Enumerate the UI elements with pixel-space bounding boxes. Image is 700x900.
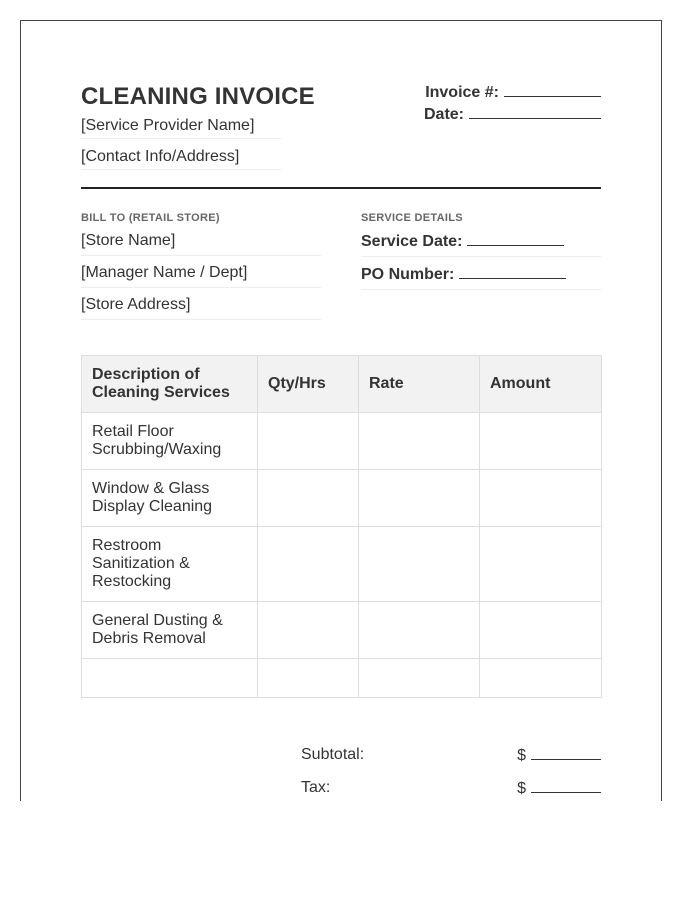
invoice-number-row — [424, 82, 601, 104]
tax-row — [301, 778, 601, 801]
invoice-header — [81, 81, 601, 189]
subtotal-row — [301, 745, 601, 778]
qty-cell[interactable] — [258, 413, 359, 470]
tax-label: Tax: — [301, 779, 331, 796]
service-details-heading: SERVICE DETAILS — [361, 212, 463, 224]
subtotal-label: Subtotal: — [301, 746, 365, 763]
table-row — [82, 527, 602, 602]
table-row — [82, 602, 602, 659]
amount-cell[interactable] — [480, 527, 602, 602]
subtotal-input[interactable] — [531, 745, 601, 760]
tax-input[interactable] — [531, 778, 601, 793]
totals-section — [301, 745, 601, 801]
amount-cell[interactable] — [480, 413, 602, 470]
amount-cell[interactable] — [480, 659, 602, 698]
po-number-row — [361, 264, 601, 290]
qty-cell[interactable] — [258, 602, 359, 659]
tax-currency: $ — [517, 780, 526, 797]
contact-info-field[interactable]: [Contact Info/Address] — [81, 147, 281, 170]
invoice-number-input[interactable] — [504, 82, 601, 97]
invoice-sheet — [20, 20, 662, 801]
invoice-title: CLEANING INVOICE — [81, 83, 315, 110]
bill-to-heading: BILL TO (RETAIL STORE) — [81, 212, 220, 224]
description-cell[interactable]: Retail Floor Scrubbing/Waxing — [82, 413, 258, 470]
description-cell[interactable] — [82, 659, 258, 698]
manager-name-field[interactable]: [Manager Name / Dept] — [81, 263, 321, 288]
amount-cell[interactable] — [480, 470, 602, 527]
store-name-field[interactable]: [Store Name] — [81, 231, 321, 256]
service-date-row — [361, 231, 601, 257]
services-table-wrapper — [81, 355, 601, 698]
qty-cell[interactable] — [258, 470, 359, 527]
service-details-column — [361, 211, 601, 297]
rate-cell[interactable] — [359, 470, 480, 527]
qty-cell[interactable] — [258, 659, 359, 698]
invoice-number-label: Invoice #: — [425, 84, 499, 101]
table-row — [82, 470, 602, 527]
header-qty-hrs: Qty/Hrs — [258, 356, 359, 413]
po-number-label: PO Number: — [361, 266, 455, 283]
header-description: Description of Cleaning Services — [82, 356, 258, 413]
service-provider-name-field[interactable]: [Service Provider Name] — [81, 116, 281, 139]
qty-cell[interactable] — [258, 527, 359, 602]
invoice-date-row — [424, 104, 601, 126]
subtotal-currency: $ — [517, 747, 526, 764]
table-row — [82, 659, 602, 698]
amount-cell[interactable] — [480, 602, 602, 659]
po-number-input[interactable] — [459, 264, 566, 279]
description-cell[interactable]: Restroom Sanitization & Restocking — [82, 527, 258, 602]
billing-section — [81, 189, 601, 357]
subtotal-value — [517, 745, 601, 766]
tax-value — [517, 778, 601, 799]
description-cell[interactable]: General Dusting & Debris Removal — [82, 602, 258, 659]
bill-to-column — [81, 211, 321, 327]
service-date-input[interactable] — [467, 231, 564, 246]
description-cell[interactable]: Window & Glass Display Cleaning — [82, 470, 258, 527]
rate-cell[interactable] — [359, 602, 480, 659]
header-rate: Rate — [359, 356, 480, 413]
rate-cell[interactable] — [359, 527, 480, 602]
table-row — [82, 413, 602, 470]
service-date-label: Service Date: — [361, 233, 463, 250]
invoice-meta — [424, 82, 601, 126]
invoice-date-label: Date: — [423, 106, 464, 123]
rate-cell[interactable] — [359, 413, 480, 470]
table-header-row — [82, 356, 602, 413]
store-address-field[interactable]: [Store Address] — [81, 295, 321, 320]
header-amount: Amount — [480, 356, 602, 413]
services-table — [81, 355, 602, 698]
rate-cell[interactable] — [359, 659, 480, 698]
invoice-date-input[interactable] — [469, 104, 601, 119]
invoice-content — [81, 81, 601, 797]
